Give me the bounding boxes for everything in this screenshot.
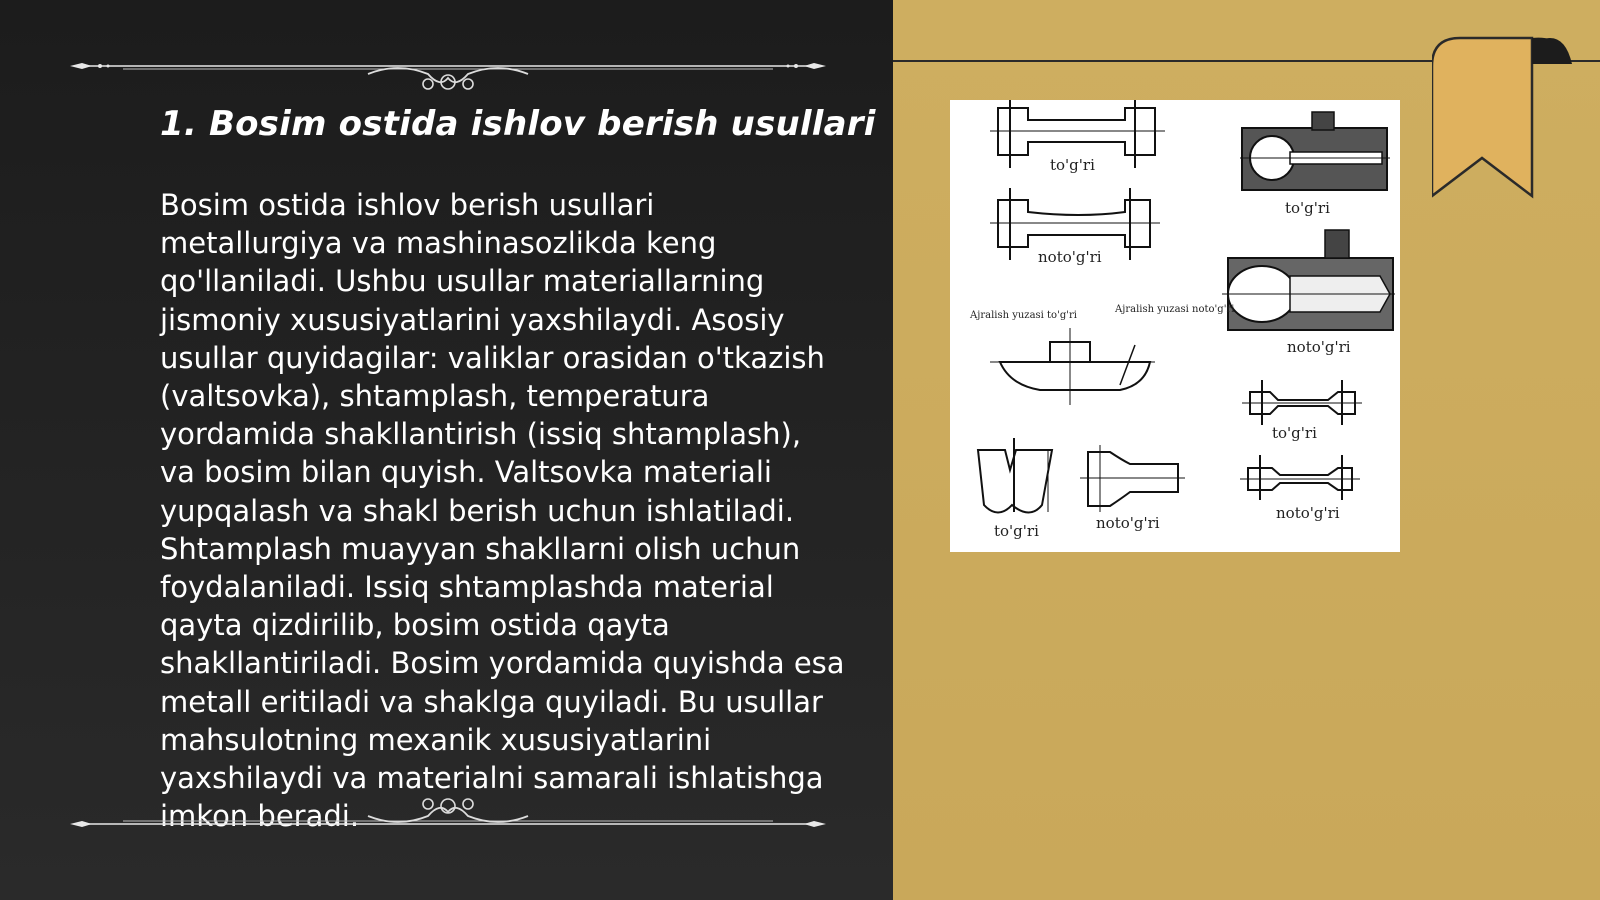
slide-title: 1. Bosim ostida ishlov berish usullari — [160, 104, 876, 144]
label-noto-g-ri-2: noto'g'ri — [1287, 338, 1351, 356]
label-to-g-ri-3: to'g'ri — [994, 522, 1039, 540]
label-to-g-ri-1: to'g'ri — [1050, 156, 1095, 174]
ornament-divider-icon — [68, 790, 828, 834]
label-noto-g-ri-4: noto'g'ri — [1276, 504, 1340, 522]
label-noto-g-ri-3: noto'g'ri — [1096, 514, 1160, 532]
label-to-g-ri-2: to'g'ri — [1285, 199, 1330, 217]
ornament-divider-icon — [68, 48, 828, 92]
forging-diagram-drawing — [950, 100, 1400, 552]
bookmark-icon — [1432, 36, 1572, 201]
label-to-g-ri-4: to'g'ri — [1272, 424, 1317, 442]
label-noto-g-ri-1: noto'g'ri — [1038, 248, 1102, 266]
label-parting-incorrect: Ajralish yuzasi noto'g'ri — [1115, 304, 1235, 315]
slide-body-text: Bosim ostida ishlov berish usullari metallurgiya va mashinasozlikda keng qo'llaniladi. Ushbu usullar materiallarning jismoniy xususiyatlarini yaxshilaydi. Asosiy usullar quyidagilar: valiklar orasidan o'tkazish (valtsovka), shtamplash, temperatura yordamida shakllantirish (issiq shtamplash), va bosim bilan quyish. Valtsovka materiali yupqalash va shakl berish uchun ishlatiladi. Shtamplash muayyan shakllarni olish uchun foydalaniladi. Issiq shtamplashda material qayta qizdirilib, bosim ostida qayta shakllantiriladi. Bosim yordamida quyishda esa metall eritiladi va shaklga quyiladi. Bu usullar mahsulotning mexanik xususiyatlarini yaxshilaydi va materialni samarali ishlatishga imkon beradi. — [160, 188, 845, 834]
label-parting-correct: Ajralish yuzasi to'g'ri — [970, 310, 1077, 321]
forging-diagram-image — [950, 100, 1400, 552]
